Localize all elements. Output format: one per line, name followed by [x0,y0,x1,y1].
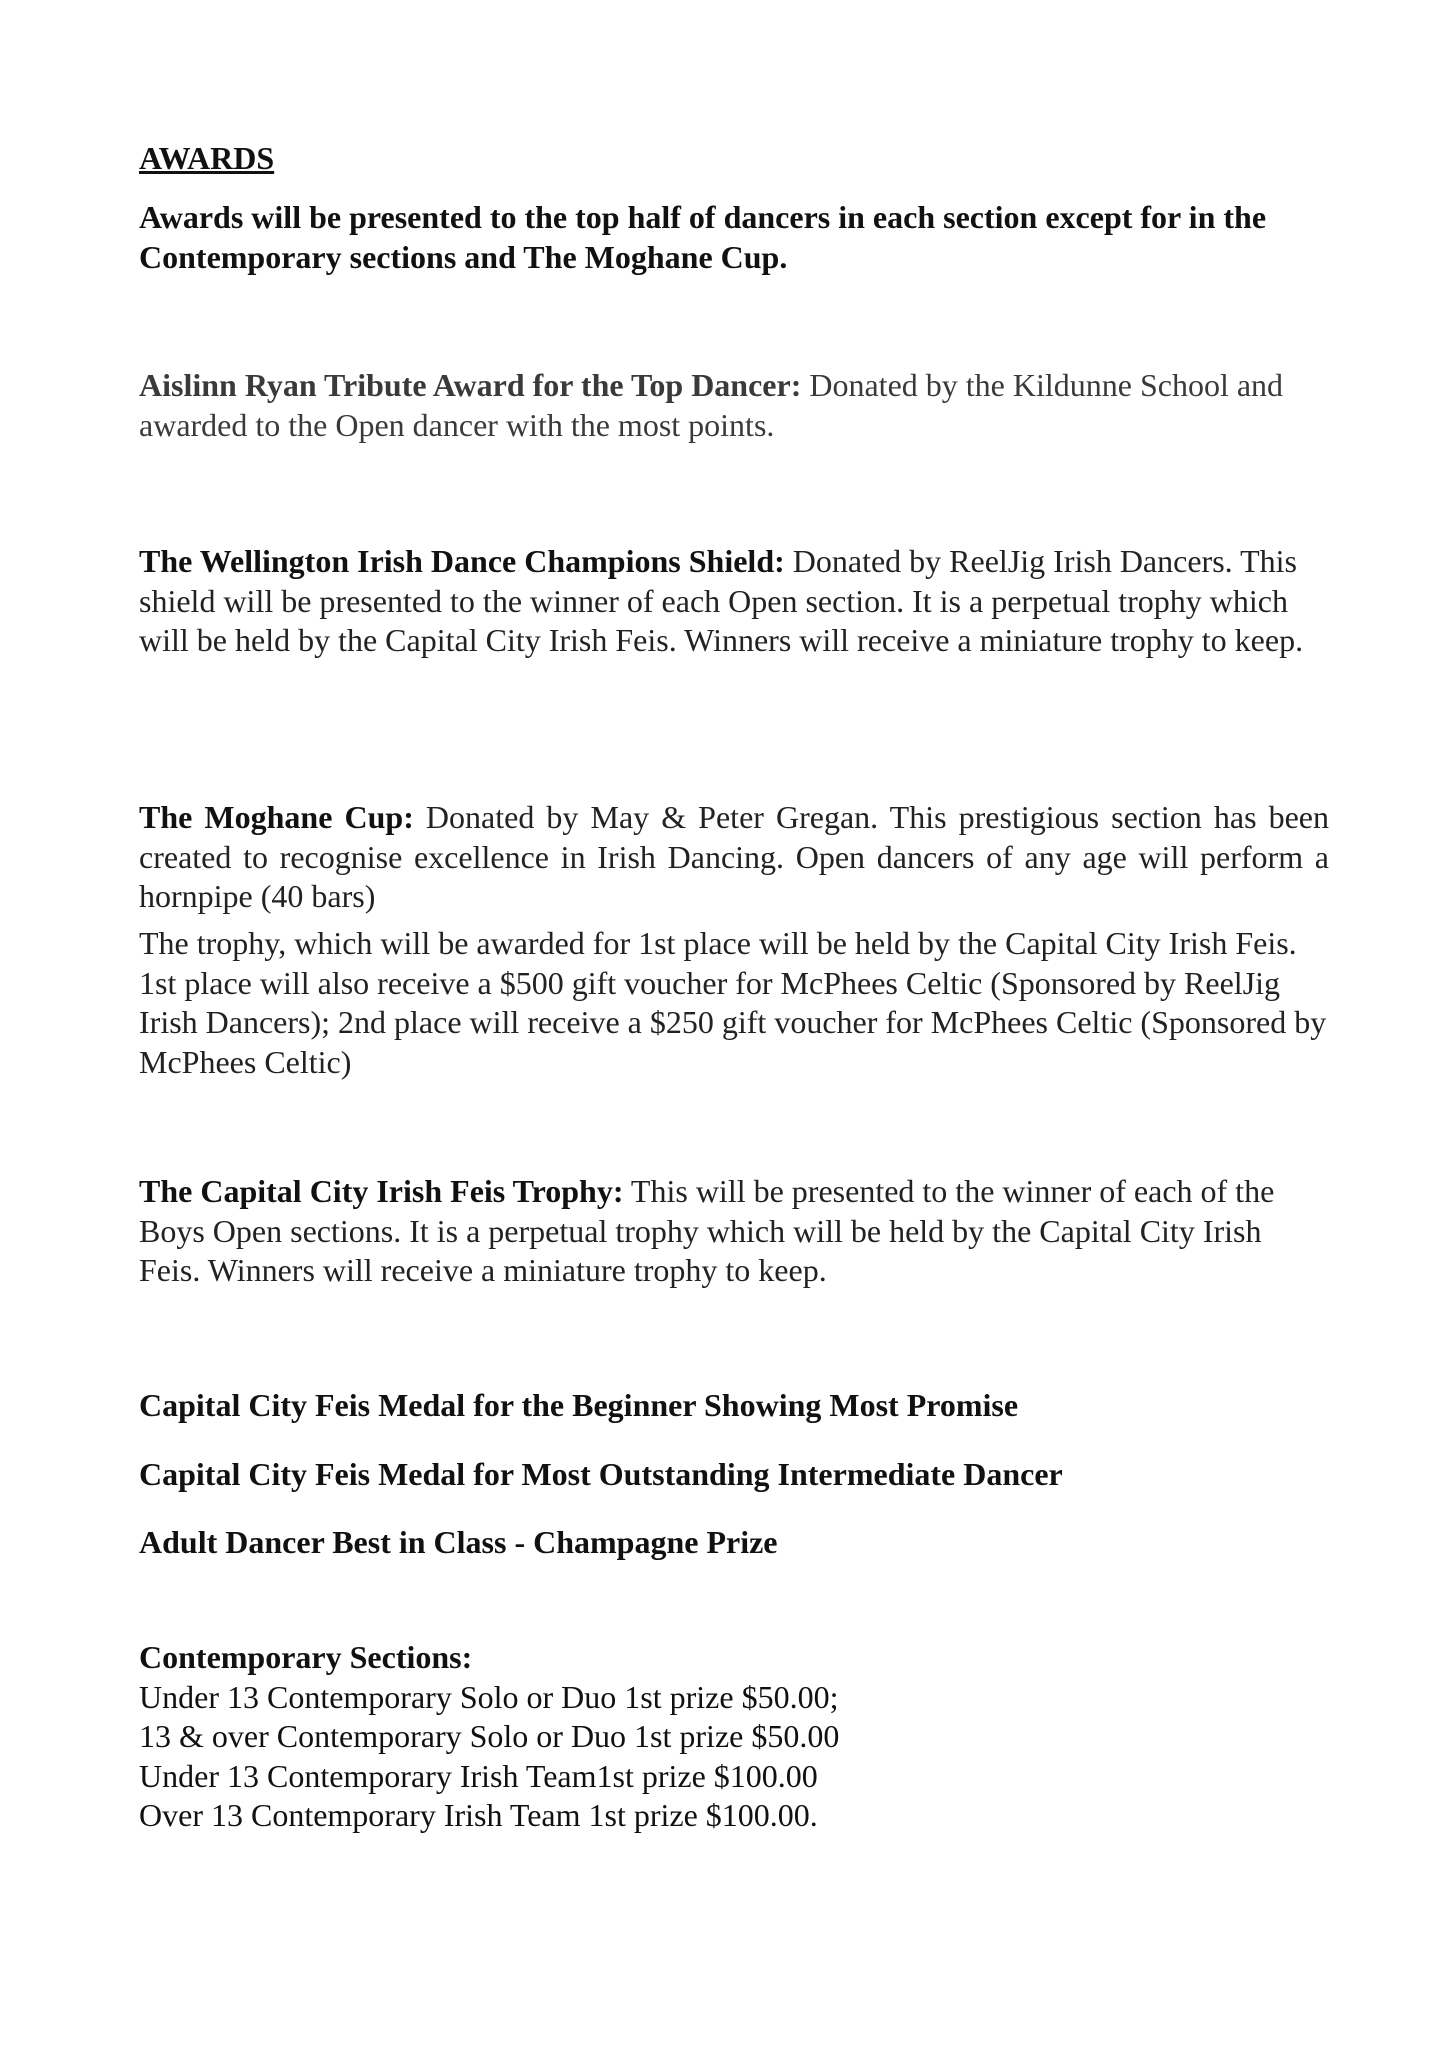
award-description: This will be presented to the winner of each of the Boys Open sections. It is a perpetual trophy which will be held by the Capital City Irish Feis. Winners will receive a miniature trophy to keep. [139,1173,1275,1288]
page-heading: AWARDS [139,140,275,176]
award-moghane-cup-details: The trophy, which will be awarded for 1st place will be held by the Capital City Irish Feis. 1st place will also receive a $500 gift voucher for McPhees Celtic (Sponsored by ReelJig Irish Dancers); 2nd place will receive a $250 gift voucher for McPhees Celtic (Sponsored by McPhees Celtic) [139,925,1327,1080]
award-description: Donated by May & Peter Gregan. This prestigious section has been created to recognise excellence in Irish Dancing. Open dancers of any age will perform a hornpipe (40 bars) [139,799,1330,914]
contemporary-line: 13 & over Contemporary Solo or Duo 1st prize $50.00 [139,1718,840,1754]
award-aislinn-ryan [139,366,1329,445]
contemporary-line: Under 13 Contemporary Irish Team1st prize $100.00 [139,1757,818,1794]
medal-beginner: Capital City Feis Medal for the Beginner Showing Most Promise [139,1387,1019,1423]
award-title: The Capital City Irish Feis Trophy: [139,1173,624,1209]
award-wellington-shield [139,542,1329,661]
prize-adult-dancer: Adult Dancer Best in Class - Champagne Prize [139,1524,778,1560]
contemporary-line: Under 13 Contemporary Solo or Duo 1st prize $50.00; [139,1678,839,1715]
award-description: Donated by ReelJig Irish Dancers. This shield will be presented to the winner of each Open section. It is a perpetual trophy which will be held by the Capital City Irish Feis. Winners will receive a miniature trophy to keep. [139,543,1304,658]
award-title: The Moghane Cup: [139,799,414,835]
award-moghane-cup [139,798,1329,917]
medal-intermediate: Capital City Feis Medal for Most Outstanding Intermediate Dancer [139,1456,1063,1492]
award-title: Aislinn Ryan Tribute Award for the Top Dancer: [139,367,802,403]
award-title: The Wellington Irish Dance Champions Shield: [139,543,785,579]
contemporary-line: Over 13 Contemporary Irish Team 1st prize $100.00. [139,1797,818,1833]
contemporary-sections [139,1638,1329,1836]
award-description: Donated by the Kildunne School and awarded to the Open dancer with the most points. [139,367,1284,443]
contemporary-title: Contemporary Sections: [139,1639,473,1675]
intro-paragraph: Awards will be presented to the top half of dancers in each section except for in the Contemporary sections and The Moghane Cup. [139,199,1267,275]
award-capital-city-trophy [139,1172,1329,1291]
